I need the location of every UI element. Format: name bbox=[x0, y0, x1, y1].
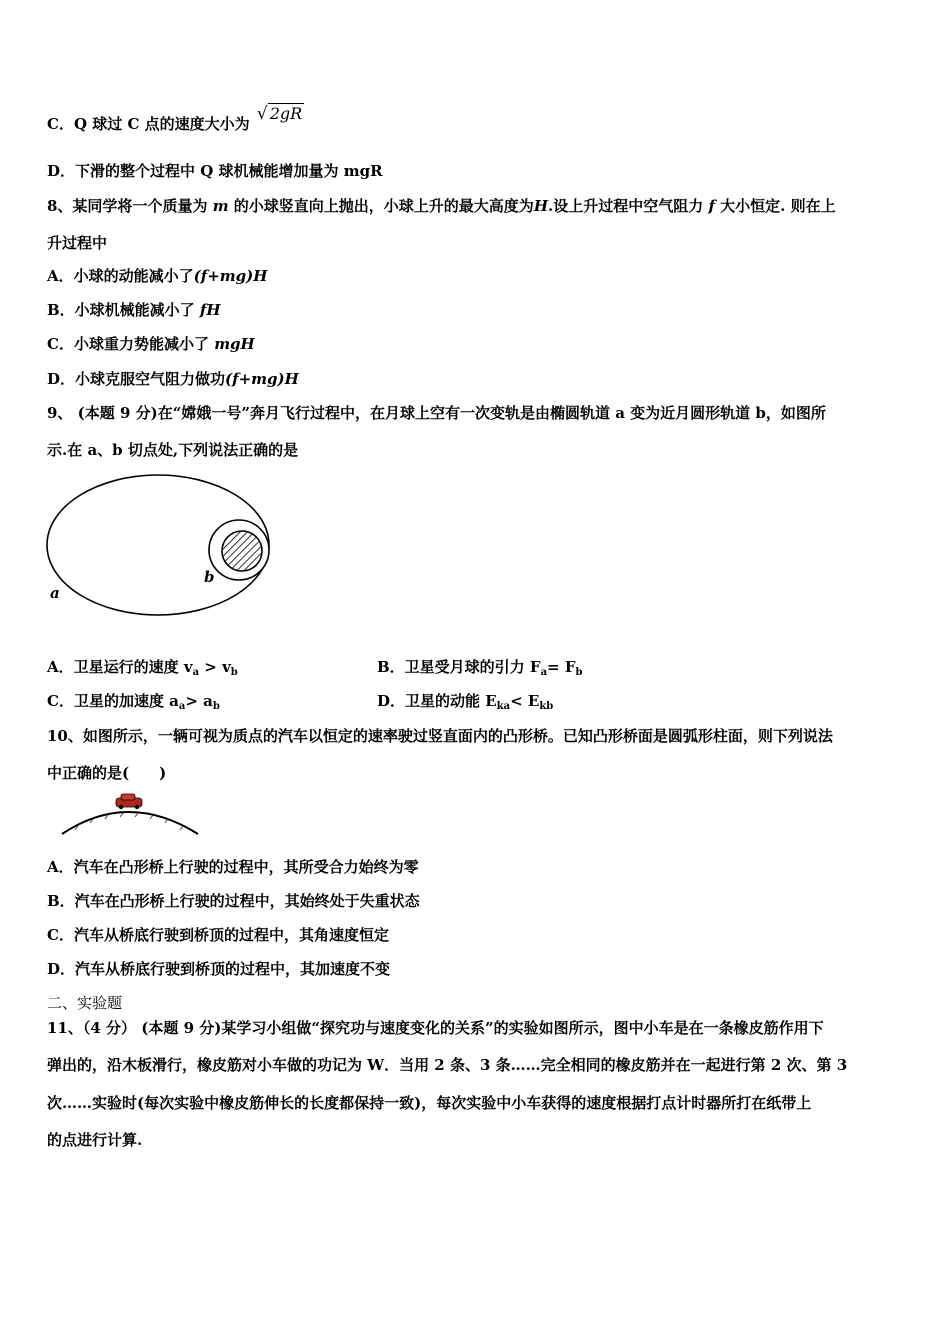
q11-line2: 弹出的，沿木板滑行，橡皮筋对小车做的功记为 W．当用 2 条、3 条……完全相同的橡皮筋并在一起进行第 2 次、第 3 bbox=[47, 1056, 848, 1074]
q8-option-c: C．小球重力势能减小了 mgH bbox=[47, 335, 255, 353]
q10-option-d: D．汽车从桥底行驶到桥顶的过程中，其加速度不变 bbox=[47, 960, 391, 978]
orbit-diagram bbox=[44, 473, 276, 623]
q7-option-c: C．Q 球过 C 点的速度大小为 √ 2gR bbox=[47, 104, 303, 133]
q8-option-b: B．小球机械能减小了 fH bbox=[47, 301, 221, 319]
q9-stem-line2: 示.在 a、b 切点处,下列说法正确的是 bbox=[47, 441, 299, 459]
bridge-hatching bbox=[75, 813, 183, 830]
q8-stem-line2: 升过程中 bbox=[47, 234, 108, 252]
q7-option-d: D．下滑的整个过程中 Q 球机械能增加量为 mgR bbox=[47, 162, 383, 180]
orbit-label-b: b bbox=[204, 568, 215, 586]
q11-line3: 次……实验时(每次实验中橡皮筋伸长的长度都保持一致)，每次实验中小车获得的速度根据打点计时器所打在纸带上 bbox=[47, 1094, 812, 1112]
q10-option-b: B．汽车在凸形桥上行驶的过程中，其始终处于失重状态 bbox=[47, 892, 420, 910]
q10-stem-line2: 中正确的是( ) bbox=[47, 764, 167, 782]
orbit-label-a: a bbox=[50, 584, 60, 602]
q10-stem-line1: 10、如图所示，一辆可视为质点的汽车以恒定的速率驶过竖直面内的凸形桥。已知凸形桥面是圆弧形柱面，则下列说法 bbox=[47, 727, 833, 745]
q9-option-b: B．卫星受月球的引力 $F_a= F_b$ bbox=[377, 658, 583, 678]
q9-option-d: D．卫星的动能 $E_{ka}< E_{kb}$ bbox=[377, 692, 554, 712]
q10-option-a: A．汽车在凸形桥上行驶的过程中，其所受合力始终为零 bbox=[47, 858, 419, 876]
sqrt-formula: √ 2gR bbox=[256, 104, 303, 124]
car-icon bbox=[116, 794, 142, 809]
section-heading: 二、实验题 bbox=[47, 994, 123, 1012]
bridge-arc bbox=[62, 812, 198, 834]
q9-option-a: A．卫星运行的速度 $v_a > v_b$ bbox=[47, 658, 238, 678]
q11-line1: 11、（4 分） (本题 9 分)某学习小组做“探究功与速度变化的关系”的实验如图所示，图中小车是在一条橡皮筋作用下 bbox=[47, 1019, 824, 1037]
q8-option-d: D．小球克服空气阻力做功(f+mg)H bbox=[47, 370, 299, 388]
q9-stem-line1: 9、 (本题 9 分)在“嫦娥一号”奔月飞行过程中，在月球上空有一次变轨是由椭圆轨道 a 变为近月圆形轨道 b，如图所 bbox=[47, 404, 826, 422]
convex-bridge-diagram bbox=[58, 790, 204, 838]
moon bbox=[222, 531, 262, 571]
q11-line4: 的点进行计算. bbox=[47, 1131, 143, 1149]
q10-option-c: C．汽车从桥底行驶到桥顶的过程中，其角速度恒定 bbox=[47, 926, 389, 944]
sqrt-icon: √ bbox=[256, 104, 268, 124]
q8-stem-line1: 8、某同学将一个质量为 m 的小球竖直向上抛出，小球上升的最大高度为H.设上升过程中空气阻力 f 大小恒定. 则在上 bbox=[47, 197, 836, 215]
q8-option-a: A．小球的动能减小了(f+mg)H bbox=[47, 267, 268, 285]
q9-option-c: C．卫星的加速度 $a_a> a_b$ bbox=[47, 692, 220, 712]
